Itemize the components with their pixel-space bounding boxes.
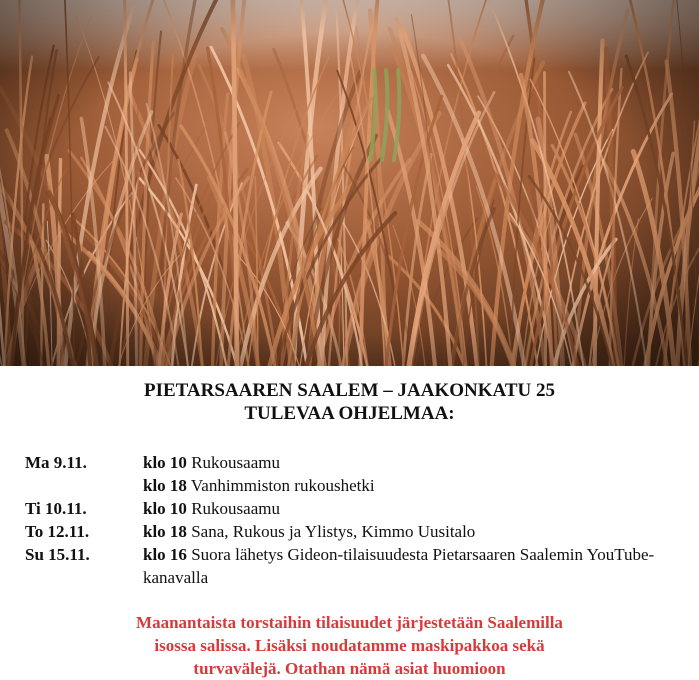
schedule-day: Ti 10.11.	[25, 497, 87, 520]
schedule-event: Sana, Rukous ja Ylistys, Kimmo Uusitalo	[191, 522, 475, 541]
schedule-time: klo 16	[143, 545, 187, 564]
schedule-row	[25, 520, 685, 543]
schedule-event: Vanhimmiston rukoushetki	[191, 476, 375, 495]
schedule-day: Ma 9.11.	[25, 451, 87, 474]
schedule-time: klo 18	[143, 522, 187, 541]
notice-line: turvavälejä. Otathan nämä asiat huomioon	[0, 657, 699, 680]
schedule-time: klo 10	[143, 499, 187, 518]
notice-text	[0, 611, 699, 680]
schedule-entry	[143, 497, 683, 520]
schedule-event: Rukousaamu	[191, 453, 280, 472]
schedule-row	[25, 497, 685, 520]
notice-line: isossa salissa. Lisäksi noudatamme maskipakkoa sekä	[0, 634, 699, 657]
schedule-list	[25, 451, 685, 589]
schedule-time: klo 18	[143, 476, 187, 495]
schedule-row	[25, 474, 685, 497]
schedule-entry	[143, 520, 683, 543]
schedule-event: Suora lähetys Gideon-tilaisuudesta Pietarsaaren Saalemin YouTube-kanavalla	[143, 545, 654, 587]
schedule-time: klo 10	[143, 453, 187, 472]
schedule-day: Su 15.11.	[25, 543, 90, 566]
schedule-entry	[143, 543, 683, 589]
schedule-entry	[143, 474, 683, 497]
page-subtitle: TULEVAA OHJELMAA:	[0, 403, 699, 425]
schedule-row	[25, 451, 685, 474]
page-title: PIETARSAAREN SAALEM – JAAKONKATU 25	[0, 380, 699, 402]
notice-line: Maanantaista torstaihin tilaisuudet järjestetään Saalemilla	[0, 611, 699, 634]
schedule-event: Rukousaamu	[191, 499, 280, 518]
schedule-entry	[143, 451, 683, 474]
schedule-row	[25, 543, 685, 589]
schedule-day: To 12.11.	[25, 520, 89, 543]
